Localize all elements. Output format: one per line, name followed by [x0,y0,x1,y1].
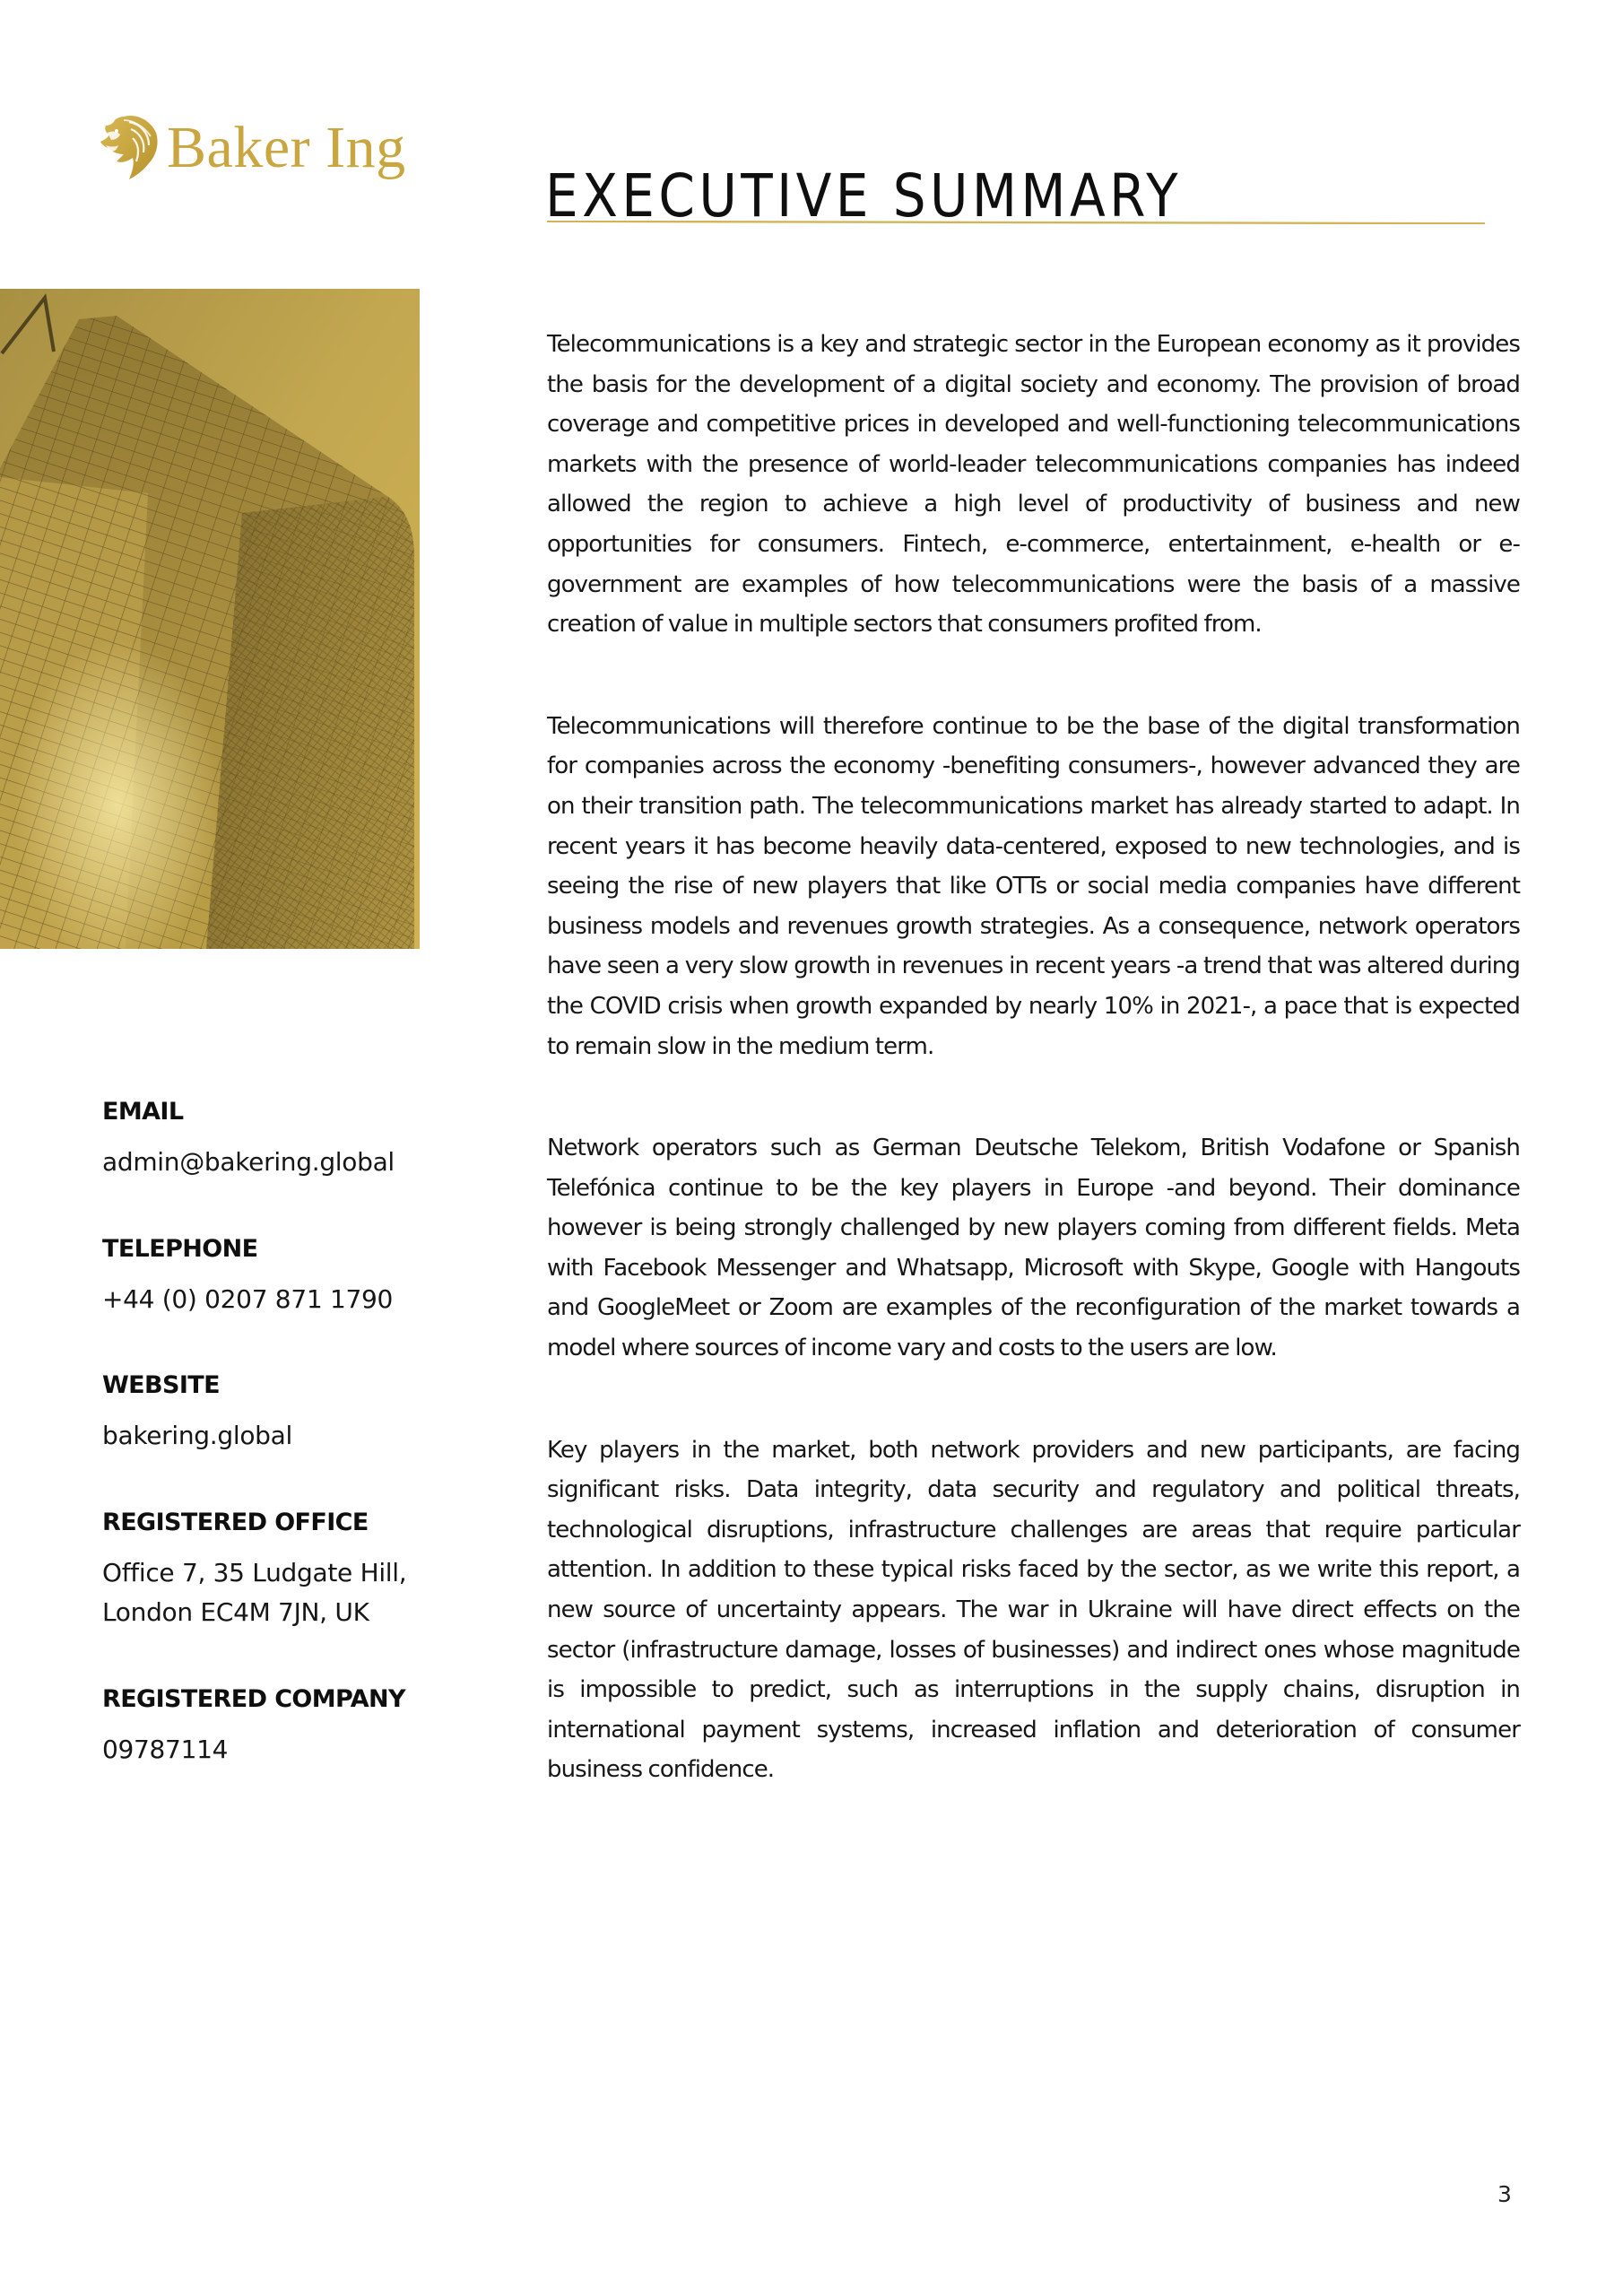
telephone-number: +44 (0) 0207 871 1790 [102,1283,394,1314]
brand-name: Baker Ing [167,115,406,180]
contact-email [102,1092,497,1183]
executive-summary-body [547,325,1520,1852]
page-title: EXECUTIVE SUMMARY [545,161,1182,231]
body-paragraph: Telecommunications will therefore continue to be the base of the digital transformation for companies across the economy -benefiting consumers-, however advanced they are on their transition path. The telecommunications market has already started to adapt. In recent years it has become heavily data-centered, exposed to new technologies, and is seeing the rise of new players that like OTTs or social media companies have different business models and revenues growth strategies. As a consequence, network operators have seen a very slow growth in revenues in recent years -a trend that was altered during the COVID crisis when growth expanded by nearly 10% in 2021-, a pace that is expected to remain slow in the medium term. [547,712,1520,1060]
registered-office-address [102,1553,497,1633]
skyscraper-illustration [0,289,420,949]
company-number: 09787114 [102,1734,229,1764]
contact-label: EMAIL [102,1098,184,1126]
title-underline-divider [547,221,1485,224]
contact-label: REGISTERED OFFICE [102,1508,369,1536]
contact-sidebar [102,1092,497,1816]
body-paragraph: Key players in the market, both network providers and new participants, are facing significant risks. Data integrity, data security and regulatory and political threats, technological disruptions, infrastructure challenges are areas that require particular attention. In addition to these typical risks faced by the sector, as we write this report, a new source of uncertainty appears. The war in Ukraine will have direct effects on the sector (infrastructure damage, losses of businesses) and indirect ones whose magnitude is impossible to predict, such as interruptions in the supply chains, disruption in international payment systems, increased inflation and deterioration of consumer business confidence. [547,1436,1520,1784]
address-line: London EC4M 7JN, UK [102,1597,369,1627]
brand-logo [97,106,406,187]
page-number: 3 [1497,2181,1512,2207]
hero-building-image [0,289,420,949]
contact-label: WEBSITE [102,1371,220,1399]
contact-website [102,1366,497,1457]
address-line: Office 7, 35 Ludgate Hill, [102,1557,407,1587]
contact-registered-company [102,1680,497,1770]
contact-label: TELEPHONE [102,1234,258,1263]
contact-telephone [102,1230,497,1320]
body-paragraph: Network operators such as German Deutsche Telekom, British Vodafone or Spanish Telefónica continue to be the key players in Europe -and beyond. Their dominance however is being strongly challenged by new players coming from different fields. Meta with Facebook Messenger and Whatsapp, Microsoft with Skype, Google with Hangouts and GoogleMeet or Zoom are examples of the reconfiguration of the market towards a model where sources of income vary and costs to the users are low. [547,1135,1520,1362]
contact-registered-office [102,1503,497,1633]
website-link[interactable]: bakering.global [102,1421,292,1450]
body-paragraph: Telecommunications is a key and strategic sector in the European economy as it provides the basis for the development of a digital society and economy. The provision of broad coverage and competitive prices in developed and well-functioning telecommunications markets with the presence of world-leader telecommunications companies has indeed allowed the region to achieve a high level of productivity of business and new opportunities for consumers. Fintech, e-commerce, entertainment, e-health or e-government are examples of how telecommunications were the basis of a massive creation of value in multiple sectors that consumers profited from. [547,331,1520,639]
email-link[interactable]: admin@bakering.global [102,1147,395,1177]
lion-head-icon [97,111,160,181]
contact-label: REGISTERED COMPANY [102,1684,405,1713]
